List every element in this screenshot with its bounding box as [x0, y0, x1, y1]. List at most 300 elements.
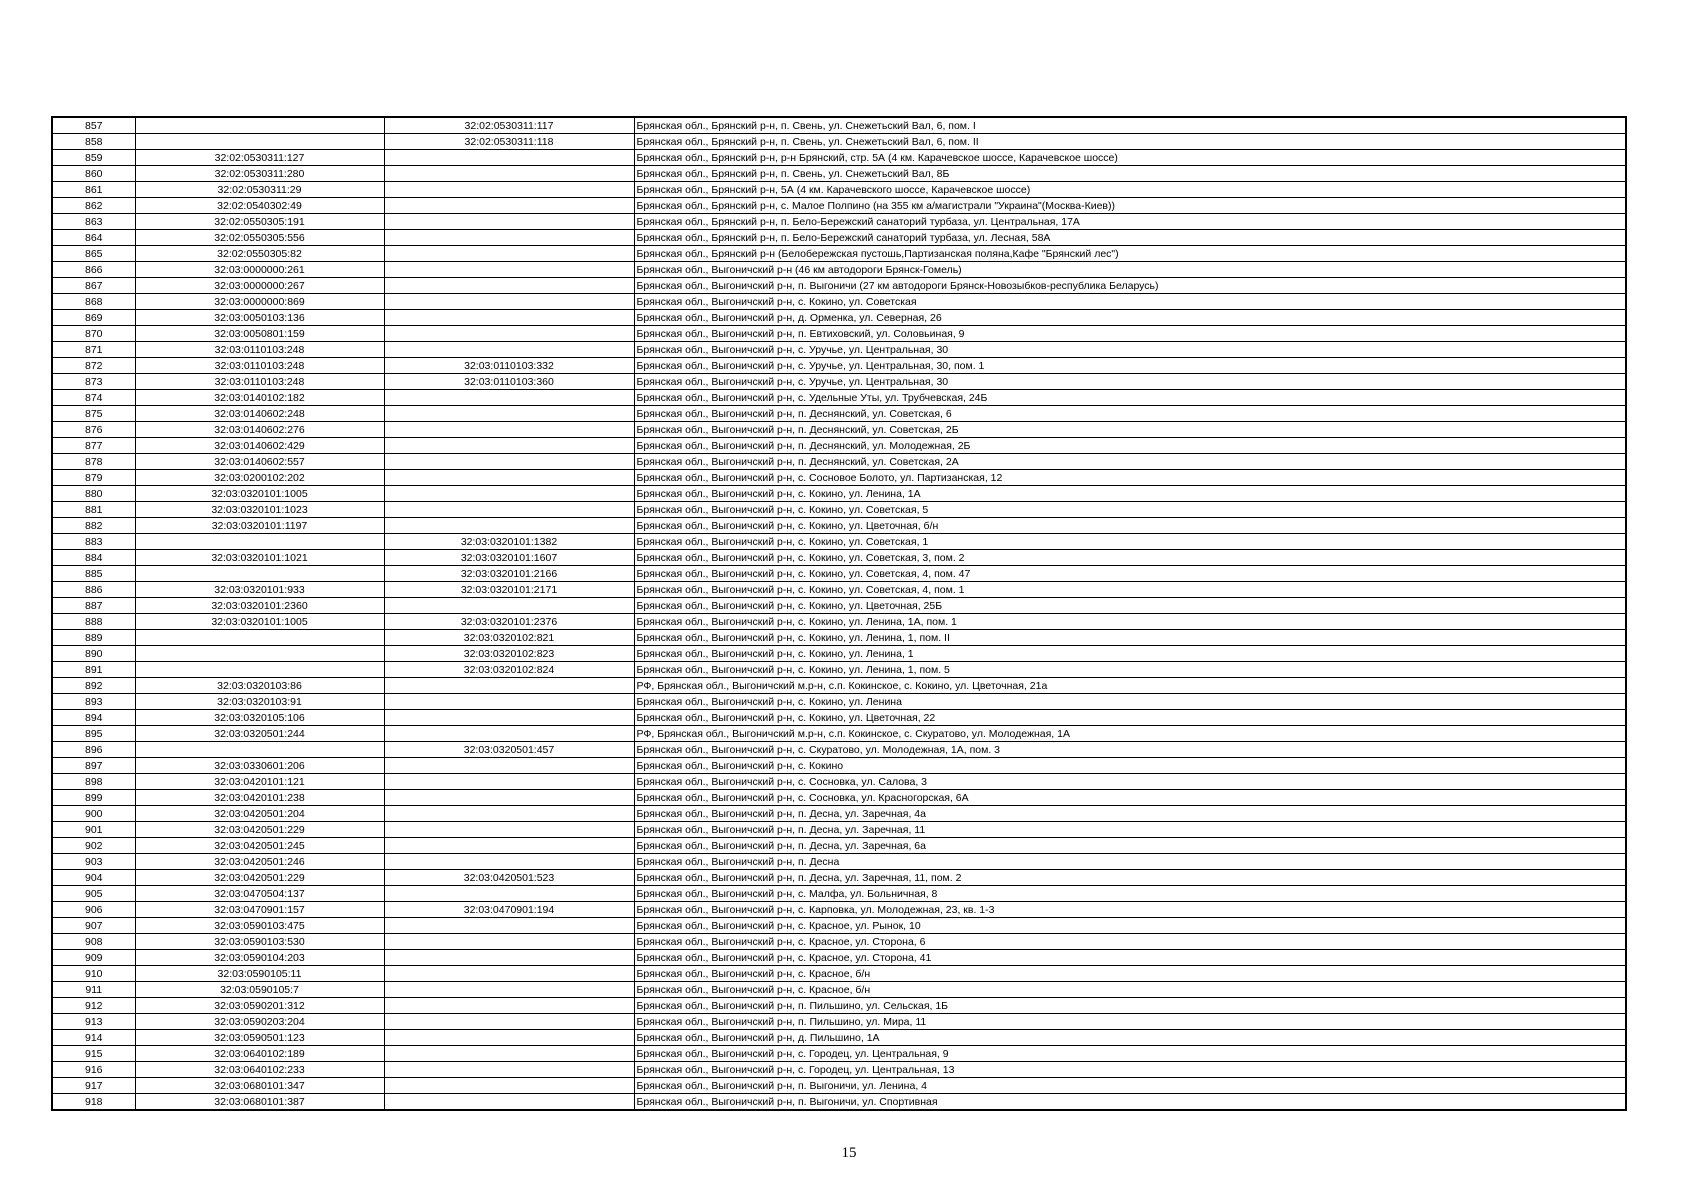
table-row	[52, 1078, 1626, 1094]
cadastral-number-cell: 32:03:0590105:7	[135, 982, 384, 998]
address-cell: Брянская обл., Выгоничский р-н, с. Кокино, ул. Советская, 4, пом. 47	[634, 566, 1626, 582]
table-row	[52, 438, 1626, 454]
row-number-cell: 864	[52, 230, 135, 246]
cadastral-number-cell: 32:03:0420501:229	[135, 870, 384, 886]
row-number-cell: 918	[52, 1094, 135, 1111]
table-row	[52, 934, 1626, 950]
row-number-cell: 858	[52, 134, 135, 150]
address-cell: Брянская обл., Брянский р-н, п. Бело-Бережский санаторий турбаза, ул. Центральная, 17А	[634, 214, 1626, 230]
cadastral-number-cell: 32:03:0320101:1197	[135, 518, 384, 534]
row-number-cell: 903	[52, 854, 135, 870]
cadastral-number-cell: 32:03:0590501:123	[135, 1030, 384, 1046]
premises-cadastral-number-cell	[384, 342, 634, 358]
address-cell: Брянская обл., Выгоничский р-н, п. Десна, ул. Заречная, 11	[634, 822, 1626, 838]
premises-cadastral-number-cell	[384, 966, 634, 982]
premises-cadastral-number-cell: 32:03:0320501:457	[384, 742, 634, 758]
row-number-cell: 878	[52, 454, 135, 470]
address-cell: Брянская обл., Выгоничский р-н, с. Кокино, ул. Цветочная, б/н	[634, 518, 1626, 534]
premises-cadastral-number-cell: 32:02:0530311:118	[384, 134, 634, 150]
row-number-cell: 879	[52, 470, 135, 486]
table-row	[52, 422, 1626, 438]
premises-cadastral-number-cell	[384, 150, 634, 166]
row-number-cell: 896	[52, 742, 135, 758]
row-number-cell: 897	[52, 758, 135, 774]
premises-cadastral-number-cell	[384, 326, 634, 342]
address-cell: Брянская обл., Брянский р-н, п. Бело-Бережский санаторий турбаза, ул. Лесная, 58А	[634, 230, 1626, 246]
table-row	[52, 614, 1626, 630]
table-row	[52, 117, 1626, 134]
table-row	[52, 1062, 1626, 1078]
cadastral-number-cell: 32:03:0140102:182	[135, 390, 384, 406]
premises-cadastral-number-cell	[384, 422, 634, 438]
cadastral-number-cell: 32:03:0420501:229	[135, 822, 384, 838]
row-number-cell: 887	[52, 598, 135, 614]
address-cell: Брянская обл., Выгоничский р-н, п. Деснянский, ул. Советская, 2А	[634, 454, 1626, 470]
premises-cadastral-number-cell	[384, 406, 634, 422]
premises-cadastral-number-cell	[384, 1078, 634, 1094]
table-row	[52, 1030, 1626, 1046]
premises-cadastral-number-cell	[384, 694, 634, 710]
cadastral-number-cell: 32:03:0050103:136	[135, 310, 384, 326]
row-number-cell: 874	[52, 390, 135, 406]
table-row	[52, 326, 1626, 342]
premises-cadastral-number-cell	[384, 774, 634, 790]
address-cell: Брянская обл., Выгоничский р-н, с. Кокино, ул. Советская, 5	[634, 502, 1626, 518]
premises-cadastral-number-cell: 32:03:0320102:823	[384, 646, 634, 662]
address-cell: Брянская обл., Выгоничский р-н, с. Красное, ул. Рынок, 10	[634, 918, 1626, 934]
address-cell: Брянская обл., Выгоничский р-н, с. Кокино, ул. Ленина, 1, пом. 5	[634, 662, 1626, 678]
table-row	[52, 278, 1626, 294]
row-number-cell: 876	[52, 422, 135, 438]
page-number: 15	[841, 1145, 857, 1161]
property-registry-table	[51, 116, 1627, 1111]
cadastral-number-cell: 32:03:0590103:530	[135, 934, 384, 950]
cadastral-number-cell: 32:03:0320101:1023	[135, 502, 384, 518]
cadastral-number-cell: 32:02:0530311:280	[135, 166, 384, 182]
cadastral-number-cell: 32:03:0320101:1005	[135, 614, 384, 630]
table-row	[52, 358, 1626, 374]
row-number-cell: 871	[52, 342, 135, 358]
row-number-cell: 898	[52, 774, 135, 790]
row-number-cell: 917	[52, 1078, 135, 1094]
address-cell: Брянская обл., Выгоничский р-н, п. Евтиховский, ул. Соловьиная, 9	[634, 326, 1626, 342]
table-row	[52, 886, 1626, 902]
row-number-cell: 872	[52, 358, 135, 374]
premises-cadastral-number-cell	[384, 982, 634, 998]
address-cell: Брянская обл., Выгоничский р-н, с. Красное, ул. Сторона, 6	[634, 934, 1626, 950]
address-cell: Брянская обл., Выгоничский р-н, с. Красное, ул. Сторона, 41	[634, 950, 1626, 966]
table-row	[52, 598, 1626, 614]
table-row	[52, 1014, 1626, 1030]
table-row	[52, 390, 1626, 406]
table-row	[52, 310, 1626, 326]
table-row	[52, 518, 1626, 534]
table-row	[52, 1094, 1626, 1111]
row-number-cell: 873	[52, 374, 135, 390]
cadastral-number-cell: 32:03:0680101:387	[135, 1094, 384, 1111]
table-row	[52, 214, 1626, 230]
premises-cadastral-number-cell: 32:03:0320102:824	[384, 662, 634, 678]
premises-cadastral-number-cell	[384, 390, 634, 406]
table-row	[52, 790, 1626, 806]
address-cell: Брянская обл., Выгоничский р-н, с. Карповка, ул. Молодежная, 23, кв. 1-3	[634, 902, 1626, 918]
row-number-cell: 901	[52, 822, 135, 838]
row-number-cell: 877	[52, 438, 135, 454]
address-cell: Брянская обл., Выгоничский р-н, с. Удельные Уты, ул. Трубчевская, 24Б	[634, 390, 1626, 406]
cadastral-number-cell: 32:02:0530311:127	[135, 150, 384, 166]
cadastral-number-cell: 32:03:0470504:137	[135, 886, 384, 902]
premises-cadastral-number-cell	[384, 486, 634, 502]
cadastral-number-cell: 32:03:0140602:248	[135, 406, 384, 422]
table-row	[52, 534, 1626, 550]
row-number-cell: 859	[52, 150, 135, 166]
row-number-cell: 884	[52, 550, 135, 566]
table-row	[52, 198, 1626, 214]
cadastral-number-cell: 32:03:0590105:11	[135, 966, 384, 982]
premises-cadastral-number-cell: 32:03:0420501:523	[384, 870, 634, 886]
cadastral-number-cell	[135, 566, 384, 582]
premises-cadastral-number-cell	[384, 166, 634, 182]
table-row	[52, 406, 1626, 422]
cadastral-number-cell: 32:03:0420501:204	[135, 806, 384, 822]
address-cell: Брянская обл., Выгоничский р-н, п. Пильшино, ул. Сельская, 1Б	[634, 998, 1626, 1014]
address-cell: РФ, Брянская обл., Выгоничский м.р-н, с.п. Кокинское, с. Скуратово, ул. Молодежная, 1А	[634, 726, 1626, 742]
premises-cadastral-number-cell	[384, 230, 634, 246]
cadastral-number-cell: 32:03:0640102:189	[135, 1046, 384, 1062]
cadastral-number-cell: 32:03:0110103:248	[135, 342, 384, 358]
premises-cadastral-number-cell	[384, 502, 634, 518]
cadastral-number-cell: 32:03:0590203:204	[135, 1014, 384, 1030]
table-row	[52, 758, 1626, 774]
row-number-cell: 869	[52, 310, 135, 326]
cadastral-number-cell: 32:03:0110103:248	[135, 358, 384, 374]
row-number-cell: 860	[52, 166, 135, 182]
premises-cadastral-number-cell	[384, 918, 634, 934]
table-row	[52, 822, 1626, 838]
table-row	[52, 678, 1626, 694]
row-number-cell: 865	[52, 246, 135, 262]
table-row	[52, 726, 1626, 742]
cadastral-number-cell: 32:03:0590103:475	[135, 918, 384, 934]
address-cell: Брянская обл., Выгоничский р-н, с. Кокино, ул. Советская, 1	[634, 534, 1626, 550]
premises-cadastral-number-cell	[384, 278, 634, 294]
address-cell: Брянская обл., Выгоничский р-н, п. Десна, ул. Заречная, 11, пом. 2	[634, 870, 1626, 886]
address-cell: Брянская обл., Выгоничский р-н, с. Кокино, ул. Ленина, 1	[634, 646, 1626, 662]
row-number-cell: 904	[52, 870, 135, 886]
table-row	[52, 582, 1626, 598]
cadastral-number-cell: 32:03:0320501:244	[135, 726, 384, 742]
row-number-cell: 900	[52, 806, 135, 822]
premises-cadastral-number-cell: 32:03:0470901:194	[384, 902, 634, 918]
row-number-cell: 886	[52, 582, 135, 598]
cadastral-number-cell: 32:03:0590104:203	[135, 950, 384, 966]
row-number-cell: 875	[52, 406, 135, 422]
address-cell: Брянская обл., Брянский р-н, р-н Брянский, стр. 5А (4 км. Карачевское шоссе, Карачевское шоссе)	[634, 150, 1626, 166]
table-row	[52, 854, 1626, 870]
premises-cadastral-number-cell: 32:03:0320101:1607	[384, 550, 634, 566]
cadastral-number-cell: 32:03:0320101:933	[135, 582, 384, 598]
cadastral-number-cell: 32:03:0140602:276	[135, 422, 384, 438]
address-cell: Брянская обл., Брянский р-н, 5А (4 км. Карачевского шоссе, Карачевское шоссе)	[634, 182, 1626, 198]
address-cell: Брянская обл., Выгоничский р-н, п. Деснянский, ул. Молодежная, 2Б	[634, 438, 1626, 454]
cadastral-number-cell: 32:03:0000000:267	[135, 278, 384, 294]
cadastral-number-cell: 32:03:0470901:157	[135, 902, 384, 918]
cadastral-number-cell	[135, 646, 384, 662]
table-row	[52, 646, 1626, 662]
table-row	[52, 966, 1626, 982]
premises-cadastral-number-cell: 32:03:0110103:332	[384, 358, 634, 374]
address-cell: Брянская обл., Выгоничский р-н, д. Орменка, ул. Северная, 26	[634, 310, 1626, 326]
premises-cadastral-number-cell	[384, 822, 634, 838]
cadastral-number-cell: 32:03:0320101:1021	[135, 550, 384, 566]
address-cell: Брянская обл., Выгоничский р-н, п. Деснянский, ул. Советская, 2Б	[634, 422, 1626, 438]
table-row	[52, 166, 1626, 182]
address-cell: Брянская обл., Выгоничский р-н, с. Кокино, ул. Ленина, 1А, пом. 1	[634, 614, 1626, 630]
row-number-cell: 863	[52, 214, 135, 230]
row-number-cell: 911	[52, 982, 135, 998]
row-number-cell: 881	[52, 502, 135, 518]
cadastral-number-cell: 32:03:0050801:159	[135, 326, 384, 342]
premises-cadastral-number-cell	[384, 1094, 634, 1111]
table-row	[52, 470, 1626, 486]
premises-cadastral-number-cell	[384, 438, 634, 454]
address-cell: Брянская обл., Брянский р-н, с. Малое Полпино (на 355 км а/магистрали "Украина"(Москва-Киев))	[634, 198, 1626, 214]
table-row	[52, 742, 1626, 758]
row-number-cell: 893	[52, 694, 135, 710]
premises-cadastral-number-cell	[384, 886, 634, 902]
row-number-cell: 857	[52, 117, 135, 134]
premises-cadastral-number-cell	[384, 310, 634, 326]
cadastral-number-cell: 32:03:0590201:312	[135, 998, 384, 1014]
premises-cadastral-number-cell	[384, 262, 634, 278]
address-cell: Брянская обл., Выгоничский р-н, с. Кокино, ул. Цветочная, 25Б	[634, 598, 1626, 614]
cadastral-number-cell: 32:03:0320103:86	[135, 678, 384, 694]
address-cell: Брянская обл., Брянский р-н, п. Свень, ул. Снежетьский Вал, 8Б	[634, 166, 1626, 182]
cadastral-number-cell: 32:03:0330601:206	[135, 758, 384, 774]
address-cell: Брянская обл., Выгоничский р-н, с. Кокино, ул. Советская, 4, пом. 1	[634, 582, 1626, 598]
row-number-cell: 905	[52, 886, 135, 902]
premises-cadastral-number-cell	[384, 598, 634, 614]
premises-cadastral-number-cell	[384, 678, 634, 694]
row-number-cell: 899	[52, 790, 135, 806]
address-cell: Брянская обл., Выгоничский р-н, с. Городец, ул. Центральная, 13	[634, 1062, 1626, 1078]
cadastral-number-cell: 32:02:0550305:191	[135, 214, 384, 230]
premises-cadastral-number-cell	[384, 726, 634, 742]
premises-cadastral-number-cell: 32:03:0320101:1382	[384, 534, 634, 550]
address-cell: Брянская обл., Брянский р-н, п. Свень, ул. Снежетьский Вал, 6, пом. II	[634, 134, 1626, 150]
cadastral-number-cell: 32:03:0420501:246	[135, 854, 384, 870]
premises-cadastral-number-cell	[384, 1062, 634, 1078]
premises-cadastral-number-cell: 32:03:0320102:821	[384, 630, 634, 646]
table-row	[52, 902, 1626, 918]
address-cell: Брянская обл., Выгоничский р-н, п. Пильшино, ул. Мира, 11	[634, 1014, 1626, 1030]
row-number-cell: 890	[52, 646, 135, 662]
cadastral-number-cell: 32:02:0530311:29	[135, 182, 384, 198]
premises-cadastral-number-cell	[384, 854, 634, 870]
premises-cadastral-number-cell	[384, 470, 634, 486]
cadastral-number-cell: 32:03:0420101:238	[135, 790, 384, 806]
row-number-cell: 909	[52, 950, 135, 966]
row-number-cell: 891	[52, 662, 135, 678]
row-number-cell: 916	[52, 1062, 135, 1078]
cadastral-number-cell: 32:03:0320101:2360	[135, 598, 384, 614]
premises-cadastral-number-cell: 32:03:0320101:2171	[384, 582, 634, 598]
address-cell: Брянская обл., Выгоничский р-н, с. Уручье, ул. Центральная, 30	[634, 342, 1626, 358]
cadastral-number-cell: 32:03:0320101:1005	[135, 486, 384, 502]
table-row	[52, 774, 1626, 790]
row-number-cell: 907	[52, 918, 135, 934]
address-cell: Брянская обл., Выгоничский р-н, с. Уручье, ул. Центральная, 30	[634, 374, 1626, 390]
table-row	[52, 918, 1626, 934]
cadastral-number-cell: 32:02:0550305:556	[135, 230, 384, 246]
cadastral-number-cell: 32:03:0140602:429	[135, 438, 384, 454]
table-row	[52, 694, 1626, 710]
address-cell: Брянская обл., Выгоничский р-н, с. Красное, б/н	[634, 982, 1626, 998]
cadastral-number-cell: 32:03:0110103:248	[135, 374, 384, 390]
table-row	[52, 294, 1626, 310]
cadastral-number-cell: 32:03:0140602:557	[135, 454, 384, 470]
table-row	[52, 566, 1626, 582]
address-cell: Брянская обл., Выгоничский р-н, п. Десна, ул. Заречная, 6а	[634, 838, 1626, 854]
address-cell: Брянская обл., Выгоничский р-н, с. Кокино, ул. Ленина, 1А	[634, 486, 1626, 502]
table-row	[52, 550, 1626, 566]
table-row	[52, 982, 1626, 998]
table-row	[52, 630, 1626, 646]
address-cell: Брянская обл., Выгоничский р-н, с. Сосновое Болото, ул. Партизанская, 12	[634, 470, 1626, 486]
table-row	[52, 838, 1626, 854]
address-cell: Брянская обл., Выгоничский р-н, с. Скуратово, ул. Молодежная, 1А, пом. 3	[634, 742, 1626, 758]
premises-cadastral-number-cell	[384, 518, 634, 534]
address-cell: Брянская обл., Выгоничский р-н, п. Выгоничи, ул. Спортивная	[634, 1094, 1626, 1111]
address-cell: Брянская обл., Брянский р-н, п. Свень, ул. Снежетьский Вал, 6, пом. I	[634, 117, 1626, 134]
premises-cadastral-number-cell: 32:03:0320101:2166	[384, 566, 634, 582]
row-number-cell: 915	[52, 1046, 135, 1062]
address-cell: Брянская обл., Выгоничский р-н, п. Выгоничи (27 км автодороги Брянск-Новозыбков-республика Беларусь)	[634, 278, 1626, 294]
cadastral-number-cell: 32:03:0420501:245	[135, 838, 384, 854]
address-cell: Брянская обл., Выгоничский р-н, с. Кокино, ул. Ленина	[634, 694, 1626, 710]
address-cell: Брянская обл., Выгоничский р-н, с. Кокино	[634, 758, 1626, 774]
cadastral-number-cell	[135, 134, 384, 150]
table-row	[52, 1046, 1626, 1062]
premises-cadastral-number-cell	[384, 1030, 634, 1046]
table-row	[52, 230, 1626, 246]
table-row	[52, 182, 1626, 198]
table-row	[52, 662, 1626, 678]
row-number-cell: 895	[52, 726, 135, 742]
row-number-cell: 889	[52, 630, 135, 646]
premises-cadastral-number-cell	[384, 198, 634, 214]
address-cell: Брянская обл., Выгоничский р-н, с. Кокино, ул. Советская, 3, пом. 2	[634, 550, 1626, 566]
premises-cadastral-number-cell: 32:02:0530311:117	[384, 117, 634, 134]
row-number-cell: 908	[52, 934, 135, 950]
table-row	[52, 342, 1626, 358]
address-cell: РФ, Брянская обл., Выгоничский м.р-н, с.п. Кокинское, с. Кокино, ул. Цветочная, 21а	[634, 678, 1626, 694]
address-cell: Брянская обл., Выгоничский р-н, с. Городец, ул. Центральная, 9	[634, 1046, 1626, 1062]
address-cell: Брянская обл., Выгоничский р-н (46 км автодороги Брянск-Гомель)	[634, 262, 1626, 278]
address-cell: Брянская обл., Выгоничский р-н, п. Деснянский, ул. Советская, 6	[634, 406, 1626, 422]
table-row	[52, 150, 1626, 166]
cadastral-number-cell: 32:03:0000000:261	[135, 262, 384, 278]
row-number-cell: 861	[52, 182, 135, 198]
address-cell: Брянская обл., Выгоничский р-н, п. Десна, ул. Заречная, 4а	[634, 806, 1626, 822]
premises-cadastral-number-cell	[384, 758, 634, 774]
premises-cadastral-number-cell	[384, 806, 634, 822]
cadastral-number-cell: 32:03:0000000:869	[135, 294, 384, 310]
address-cell: Брянская обл., Выгоничский р-н, с. Кокино, ул. Ленина, 1, пом. II	[634, 630, 1626, 646]
table-row	[52, 870, 1626, 886]
premises-cadastral-number-cell: 32:03:0110103:360	[384, 374, 634, 390]
premises-cadastral-number-cell	[384, 182, 634, 198]
premises-cadastral-number-cell	[384, 246, 634, 262]
row-number-cell: 910	[52, 966, 135, 982]
row-number-cell: 870	[52, 326, 135, 342]
row-number-cell: 913	[52, 1014, 135, 1030]
cadastral-number-cell: 32:02:0550305:82	[135, 246, 384, 262]
cadastral-number-cell	[135, 630, 384, 646]
table-row	[52, 998, 1626, 1014]
premises-cadastral-number-cell	[384, 294, 634, 310]
address-cell: Брянская обл., Выгоничский р-н, с. Кокино, ул. Цветочная, 22	[634, 710, 1626, 726]
address-cell: Брянская обл., Выгоничский р-н, п. Десна	[634, 854, 1626, 870]
table-row	[52, 950, 1626, 966]
premises-cadastral-number-cell: 32:03:0320101:2376	[384, 614, 634, 630]
premises-cadastral-number-cell	[384, 838, 634, 854]
cadastral-number-cell	[135, 117, 384, 134]
premises-cadastral-number-cell	[384, 710, 634, 726]
cadastral-number-cell	[135, 662, 384, 678]
row-number-cell: 885	[52, 566, 135, 582]
premises-cadastral-number-cell	[384, 934, 634, 950]
table-row	[52, 806, 1626, 822]
row-number-cell: 883	[52, 534, 135, 550]
row-number-cell: 902	[52, 838, 135, 854]
address-cell: Брянская обл., Выгоничский р-н, с. Сосновка, ул. Красногорская, 6А	[634, 790, 1626, 806]
row-number-cell: 906	[52, 902, 135, 918]
address-cell: Брянская обл., Выгоничский р-н, с. Сосновка, ул. Салова, 3	[634, 774, 1626, 790]
table-row	[52, 454, 1626, 470]
cadastral-number-cell: 32:03:0200102:202	[135, 470, 384, 486]
row-number-cell: 866	[52, 262, 135, 278]
cadastral-number-cell	[135, 742, 384, 758]
row-number-cell: 888	[52, 614, 135, 630]
row-number-cell: 882	[52, 518, 135, 534]
cadastral-number-cell	[135, 534, 384, 550]
cadastral-number-cell: 32:03:0320105:106	[135, 710, 384, 726]
table-body	[52, 117, 1626, 1110]
table-row	[52, 710, 1626, 726]
table-row	[52, 486, 1626, 502]
address-cell: Брянская обл., Брянский р-н (Белобережская пустошь,Партизанская поляна,Кафе "Брянский лес")	[634, 246, 1626, 262]
table-row	[52, 374, 1626, 390]
premises-cadastral-number-cell	[384, 998, 634, 1014]
address-cell: Брянская обл., Выгоничский р-н, д. Пильшино, 1А	[634, 1030, 1626, 1046]
table-row	[52, 134, 1626, 150]
row-number-cell: 894	[52, 710, 135, 726]
address-cell: Брянская обл., Выгоничский р-н, с. Малфа, ул. Больничная, 8	[634, 886, 1626, 902]
cadastral-number-cell: 32:02:0540302:49	[135, 198, 384, 214]
premises-cadastral-number-cell	[384, 950, 634, 966]
address-cell: Брянская обл., Выгоничский р-н, п. Выгоничи, ул. Ленина, 4	[634, 1078, 1626, 1094]
premises-cadastral-number-cell	[384, 214, 634, 230]
row-number-cell: 892	[52, 678, 135, 694]
row-number-cell: 862	[52, 198, 135, 214]
cadastral-number-cell: 32:03:0420101:121	[135, 774, 384, 790]
address-cell: Брянская обл., Выгоничский р-н, с. Красное, б/н	[634, 966, 1626, 982]
row-number-cell: 867	[52, 278, 135, 294]
cadastral-number-cell: 32:03:0320103:91	[135, 694, 384, 710]
premises-cadastral-number-cell	[384, 1014, 634, 1030]
premises-cadastral-number-cell	[384, 790, 634, 806]
